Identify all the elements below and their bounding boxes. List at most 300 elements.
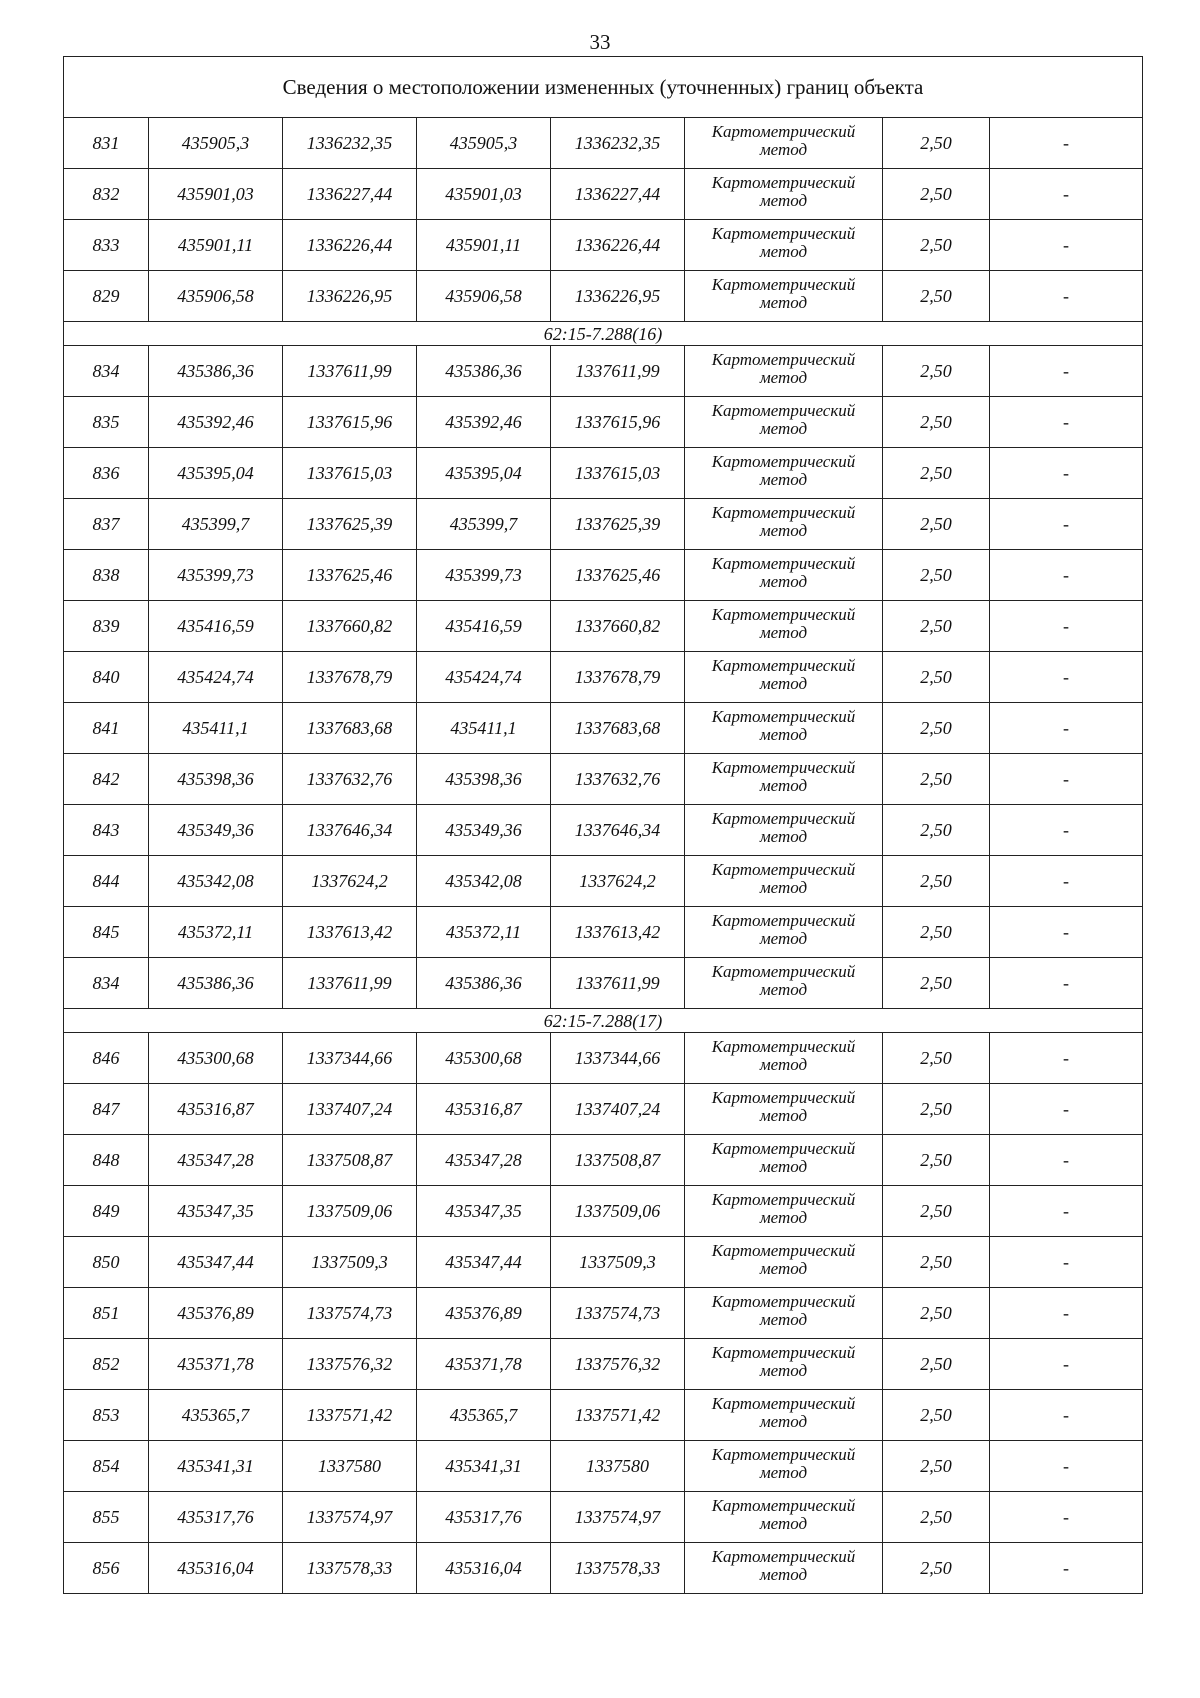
point-number-cell: 834 [64,346,149,397]
method-line1: Картометрический [711,173,856,192]
y-new-cell: 1337611,99 [551,346,685,397]
accuracy-cell: 2,50 [883,1339,990,1390]
y-existing-cell: 1337574,97 [283,1492,417,1543]
table-row [64,601,1143,652]
method-cell [685,652,883,703]
table-row [64,499,1143,550]
method-line1: Картометрический [711,1547,856,1566]
table-row [64,118,1143,169]
method-cell [685,118,883,169]
method-line1: Картометрический [711,911,856,930]
y-new-cell: 1337509,3 [551,1237,685,1288]
table-row [64,1492,1143,1543]
y-existing-cell: 1337576,32 [283,1339,417,1390]
accuracy-cell: 2,50 [883,448,990,499]
method-cell [685,1084,883,1135]
description-cell: - [990,1339,1143,1390]
y-new-cell: 1337509,06 [551,1186,685,1237]
y-new-cell: 1337660,82 [551,601,685,652]
y-existing-cell: 1337407,24 [283,1084,417,1135]
description-cell: - [990,1237,1143,1288]
x-existing-cell: 435371,78 [149,1339,283,1390]
x-existing-cell: 435317,76 [149,1492,283,1543]
method-line2: метод [759,929,808,948]
accuracy-cell: 2,50 [883,1237,990,1288]
x-existing-cell: 435386,36 [149,958,283,1009]
accuracy-cell: 2,50 [883,397,990,448]
x-existing-cell: 435341,31 [149,1441,283,1492]
table-row [64,1135,1143,1186]
x-new-cell: 435341,31 [417,1441,551,1492]
table-row [64,397,1143,448]
table-title-row [64,57,1143,118]
coordinates-table [63,56,1143,1594]
method-line2: метод [759,878,808,897]
x-new-cell: 435342,08 [417,856,551,907]
y-new-cell: 1337578,33 [551,1543,685,1594]
method-line1: Картометрический [711,122,856,141]
method-line1: Картометрический [711,1241,856,1260]
table-group-row [64,322,1143,346]
point-number-cell: 833 [64,220,149,271]
x-new-cell: 435386,36 [417,346,551,397]
point-number-cell: 851 [64,1288,149,1339]
table-row [64,1339,1143,1390]
y-existing-cell: 1337683,68 [283,703,417,754]
method-cell [685,805,883,856]
y-existing-cell: 1337625,39 [283,499,417,550]
method-line2: метод [759,1208,808,1227]
description-cell: - [990,1441,1143,1492]
method-line2: метод [759,140,808,159]
point-number-cell: 853 [64,1390,149,1441]
x-new-cell: 435399,73 [417,550,551,601]
x-existing-cell: 435376,89 [149,1288,283,1339]
x-new-cell: 435371,78 [417,1339,551,1390]
y-existing-cell: 1337613,42 [283,907,417,958]
method-line1: Картометрический [711,860,856,879]
method-cell [685,499,883,550]
x-new-cell: 435347,28 [417,1135,551,1186]
description-cell: - [990,652,1143,703]
point-number-cell: 832 [64,169,149,220]
x-existing-cell: 435316,04 [149,1543,283,1594]
x-existing-cell: 435347,44 [149,1237,283,1288]
y-new-cell: 1337678,79 [551,652,685,703]
x-existing-cell: 435392,46 [149,397,283,448]
page-number: 33 [589,30,611,54]
x-new-cell: 435901,11 [417,220,551,271]
y-existing-cell: 1337615,03 [283,448,417,499]
method-line2: метод [759,572,808,591]
description-cell: - [990,703,1143,754]
x-new-cell: 435300,68 [417,1033,551,1084]
table-row [64,271,1143,322]
y-existing-cell: 1336226,44 [283,220,417,271]
y-existing-cell: 1337611,99 [283,958,417,1009]
x-existing-cell: 435347,35 [149,1186,283,1237]
description-cell: - [990,1135,1143,1186]
method-line2: метод [759,725,808,744]
x-existing-cell: 435300,68 [149,1033,283,1084]
x-existing-cell: 435365,7 [149,1390,283,1441]
description-cell: - [990,1033,1143,1084]
y-existing-cell: 1337646,34 [283,805,417,856]
method-line1: Картометрический [711,554,856,573]
y-existing-cell: 1337624,2 [283,856,417,907]
x-new-cell: 435392,46 [417,397,551,448]
description-cell: - [990,1084,1143,1135]
x-existing-cell: 435905,3 [149,118,283,169]
point-number-cell: 841 [64,703,149,754]
description-cell: - [990,754,1143,805]
accuracy-cell: 2,50 [883,1084,990,1135]
point-number-cell: 843 [64,805,149,856]
accuracy-cell: 2,50 [883,1288,990,1339]
accuracy-cell: 2,50 [883,169,990,220]
y-new-cell: 1337625,46 [551,550,685,601]
accuracy-cell: 2,50 [883,271,990,322]
y-new-cell: 1337407,24 [551,1084,685,1135]
x-new-cell: 435347,35 [417,1186,551,1237]
description-cell: - [990,169,1143,220]
table-row [64,1237,1143,1288]
table-row [64,220,1143,271]
method-line1: Картометрический [711,1190,856,1209]
method-line2: метод [759,419,808,438]
method-line1: Картометрический [711,809,856,828]
method-cell [685,1339,883,1390]
accuracy-cell: 2,50 [883,346,990,397]
y-existing-cell: 1337508,87 [283,1135,417,1186]
y-new-cell: 1337632,76 [551,754,685,805]
description-cell: - [990,118,1143,169]
x-existing-cell: 435411,1 [149,703,283,754]
point-number-cell: 848 [64,1135,149,1186]
group-label: 62:15-7.288(17) [64,1009,1143,1033]
y-existing-cell: 1336226,95 [283,271,417,322]
method-line1: Картометрический [711,758,856,777]
table-row [64,1033,1143,1084]
accuracy-cell: 2,50 [883,907,990,958]
method-line1: Картометрический [711,1088,856,1107]
accuracy-cell: 2,50 [883,856,990,907]
point-number-cell: 831 [64,118,149,169]
method-line1: Картометрический [711,1139,856,1158]
description-cell: - [990,1390,1143,1441]
x-new-cell: 435347,44 [417,1237,551,1288]
table-row [64,805,1143,856]
method-cell [685,1441,883,1492]
accuracy-cell: 2,50 [883,1186,990,1237]
table-group-row [64,1009,1143,1033]
x-new-cell: 435416,59 [417,601,551,652]
accuracy-cell: 2,50 [883,1492,990,1543]
table-row [64,907,1143,958]
accuracy-cell: 2,50 [883,754,990,805]
method-line2: метод [759,1055,808,1074]
x-new-cell: 435386,36 [417,958,551,1009]
point-number-cell: 844 [64,856,149,907]
method-cell [685,448,883,499]
accuracy-cell: 2,50 [883,1441,990,1492]
y-existing-cell: 1337632,76 [283,754,417,805]
method-line1: Картометрический [711,707,856,726]
accuracy-cell: 2,50 [883,118,990,169]
method-line2: метод [759,623,808,642]
description-cell: - [990,1543,1143,1594]
x-existing-cell: 435316,87 [149,1084,283,1135]
point-number-cell: 842 [64,754,149,805]
y-existing-cell: 1337571,42 [283,1390,417,1441]
accuracy-cell: 2,50 [883,958,990,1009]
y-new-cell: 1337646,34 [551,805,685,856]
x-new-cell: 435316,87 [417,1084,551,1135]
y-existing-cell: 1337611,99 [283,346,417,397]
method-line1: Картометрический [711,1037,856,1056]
method-line1: Картометрический [711,656,856,675]
method-line2: метод [759,1565,808,1584]
description-cell: - [990,601,1143,652]
method-line2: метод [759,293,808,312]
method-cell [685,601,883,652]
y-existing-cell: 1337615,96 [283,397,417,448]
x-existing-cell: 435349,36 [149,805,283,856]
y-new-cell: 1336227,44 [551,169,685,220]
method-cell [685,1492,883,1543]
method-line2: метод [759,242,808,261]
accuracy-cell: 2,50 [883,1390,990,1441]
y-new-cell: 1337344,66 [551,1033,685,1084]
point-number-cell: 847 [64,1084,149,1135]
x-existing-cell: 435398,36 [149,754,283,805]
table-row [64,1390,1143,1441]
method-cell [685,1135,883,1186]
y-new-cell: 1337580 [551,1441,685,1492]
accuracy-cell: 2,50 [883,550,990,601]
accuracy-cell: 2,50 [883,1135,990,1186]
method-line1: Картометрический [711,224,856,243]
y-new-cell: 1337571,42 [551,1390,685,1441]
method-cell [685,1390,883,1441]
description-cell: - [990,346,1143,397]
x-existing-cell: 435901,03 [149,169,283,220]
point-number-cell: 852 [64,1339,149,1390]
method-line1: Картометрический [711,1445,856,1464]
accuracy-cell: 2,50 [883,652,990,703]
method-line1: Картометрический [711,452,856,471]
y-new-cell: 1337683,68 [551,703,685,754]
point-number-cell: 836 [64,448,149,499]
method-line1: Картометрический [711,275,856,294]
x-new-cell: 435424,74 [417,652,551,703]
method-cell [685,1033,883,1084]
description-cell: - [990,220,1143,271]
description-cell: - [990,271,1143,322]
method-line2: метод [759,1259,808,1278]
table-row [64,1543,1143,1594]
accuracy-cell: 2,50 [883,1033,990,1084]
y-existing-cell: 1337509,06 [283,1186,417,1237]
method-cell [685,856,883,907]
method-line1: Картометрический [711,401,856,420]
method-line1: Картометрический [711,962,856,981]
point-number-cell: 840 [64,652,149,703]
method-line2: метод [759,470,808,489]
description-cell: - [990,397,1143,448]
method-cell [685,397,883,448]
point-number-cell: 839 [64,601,149,652]
y-new-cell: 1337574,73 [551,1288,685,1339]
y-new-cell: 1336232,35 [551,118,685,169]
x-new-cell: 435365,7 [417,1390,551,1441]
y-existing-cell: 1337344,66 [283,1033,417,1084]
x-existing-cell: 435416,59 [149,601,283,652]
table-row [64,754,1143,805]
method-line2: метод [759,827,808,846]
method-line1: Картометрический [711,605,856,624]
table-row [64,1288,1143,1339]
y-new-cell: 1337615,03 [551,448,685,499]
accuracy-cell: 2,50 [883,703,990,754]
y-existing-cell: 1337580 [283,1441,417,1492]
x-existing-cell: 435395,04 [149,448,283,499]
table-row [64,448,1143,499]
table-row [64,169,1143,220]
y-existing-cell: 1337678,79 [283,652,417,703]
x-existing-cell: 435347,28 [149,1135,283,1186]
accuracy-cell: 2,50 [883,220,990,271]
method-line1: Картометрический [711,1394,856,1413]
method-cell [685,220,883,271]
group-label: 62:15-7.288(16) [64,322,1143,346]
method-line1: Картометрический [711,350,856,369]
x-new-cell: 435411,1 [417,703,551,754]
y-existing-cell: 1337625,46 [283,550,417,601]
method-cell [685,958,883,1009]
table-row [64,1441,1143,1492]
y-existing-cell: 1337660,82 [283,601,417,652]
method-line2: метод [759,980,808,999]
method-cell [685,1237,883,1288]
table-row [64,346,1143,397]
y-existing-cell: 1336227,44 [283,169,417,220]
x-existing-cell: 435342,08 [149,856,283,907]
x-new-cell: 435395,04 [417,448,551,499]
x-new-cell: 435398,36 [417,754,551,805]
method-cell [685,703,883,754]
method-line2: метод [759,1106,808,1125]
y-existing-cell: 1337578,33 [283,1543,417,1594]
y-new-cell: 1337611,99 [551,958,685,1009]
description-cell: - [990,1186,1143,1237]
point-number-cell: 846 [64,1033,149,1084]
y-existing-cell: 1337509,3 [283,1237,417,1288]
method-cell [685,1543,883,1594]
point-number-cell: 838 [64,550,149,601]
y-existing-cell: 1337574,73 [283,1288,417,1339]
x-new-cell: 435372,11 [417,907,551,958]
method-line2: метод [759,674,808,693]
method-line2: метод [759,191,808,210]
table-row [64,1186,1143,1237]
point-number-cell: 837 [64,499,149,550]
point-number-cell: 835 [64,397,149,448]
method-line2: метод [759,368,808,387]
description-cell: - [990,1492,1143,1543]
description-cell: - [990,907,1143,958]
description-cell: - [990,958,1143,1009]
description-cell: - [990,805,1143,856]
table-row [64,856,1143,907]
table-row [64,703,1143,754]
y-new-cell: 1337508,87 [551,1135,685,1186]
method-line2: метод [759,1310,808,1329]
method-line1: Картометрический [711,1496,856,1515]
x-new-cell: 435906,58 [417,271,551,322]
method-cell [685,550,883,601]
method-cell [685,907,883,958]
method-line2: метод [759,776,808,795]
table-row [64,958,1143,1009]
y-new-cell: 1337576,32 [551,1339,685,1390]
x-new-cell: 435905,3 [417,118,551,169]
method-cell [685,271,883,322]
description-cell: - [990,1288,1143,1339]
point-number-cell: 856 [64,1543,149,1594]
accuracy-cell: 2,50 [883,1543,990,1594]
accuracy-cell: 2,50 [883,601,990,652]
x-existing-cell: 435901,11 [149,220,283,271]
method-cell [685,1288,883,1339]
method-line2: метод [759,1361,808,1380]
point-number-cell: 854 [64,1441,149,1492]
method-line1: Картометрический [711,1343,856,1362]
method-line1: Картометрический [711,503,856,522]
x-new-cell: 435316,04 [417,1543,551,1594]
y-new-cell: 1337624,2 [551,856,685,907]
y-existing-cell: 1336232,35 [283,118,417,169]
y-new-cell: 1336226,95 [551,271,685,322]
y-new-cell: 1337615,96 [551,397,685,448]
x-existing-cell: 435424,74 [149,652,283,703]
accuracy-cell: 2,50 [883,805,990,856]
x-existing-cell: 435386,36 [149,346,283,397]
x-existing-cell: 435372,11 [149,907,283,958]
x-existing-cell: 435906,58 [149,271,283,322]
x-new-cell: 435376,89 [417,1288,551,1339]
table-row [64,652,1143,703]
y-new-cell: 1337613,42 [551,907,685,958]
x-new-cell: 435399,7 [417,499,551,550]
table-title: Сведения о местоположении измененных (уточненных) границ объекта [64,57,1143,118]
description-cell: - [990,550,1143,601]
point-number-cell: 855 [64,1492,149,1543]
method-line1: Картометрический [711,1292,856,1311]
description-cell: - [990,856,1143,907]
point-number-cell: 850 [64,1237,149,1288]
point-number-cell: 845 [64,907,149,958]
method-line2: метод [759,1514,808,1533]
point-number-cell: 834 [64,958,149,1009]
method-line2: метод [759,1412,808,1431]
method-line2: метод [759,1463,808,1482]
point-number-cell: 849 [64,1186,149,1237]
method-line2: метод [759,1157,808,1176]
accuracy-cell: 2,50 [883,499,990,550]
table-row [64,550,1143,601]
description-cell: - [990,448,1143,499]
